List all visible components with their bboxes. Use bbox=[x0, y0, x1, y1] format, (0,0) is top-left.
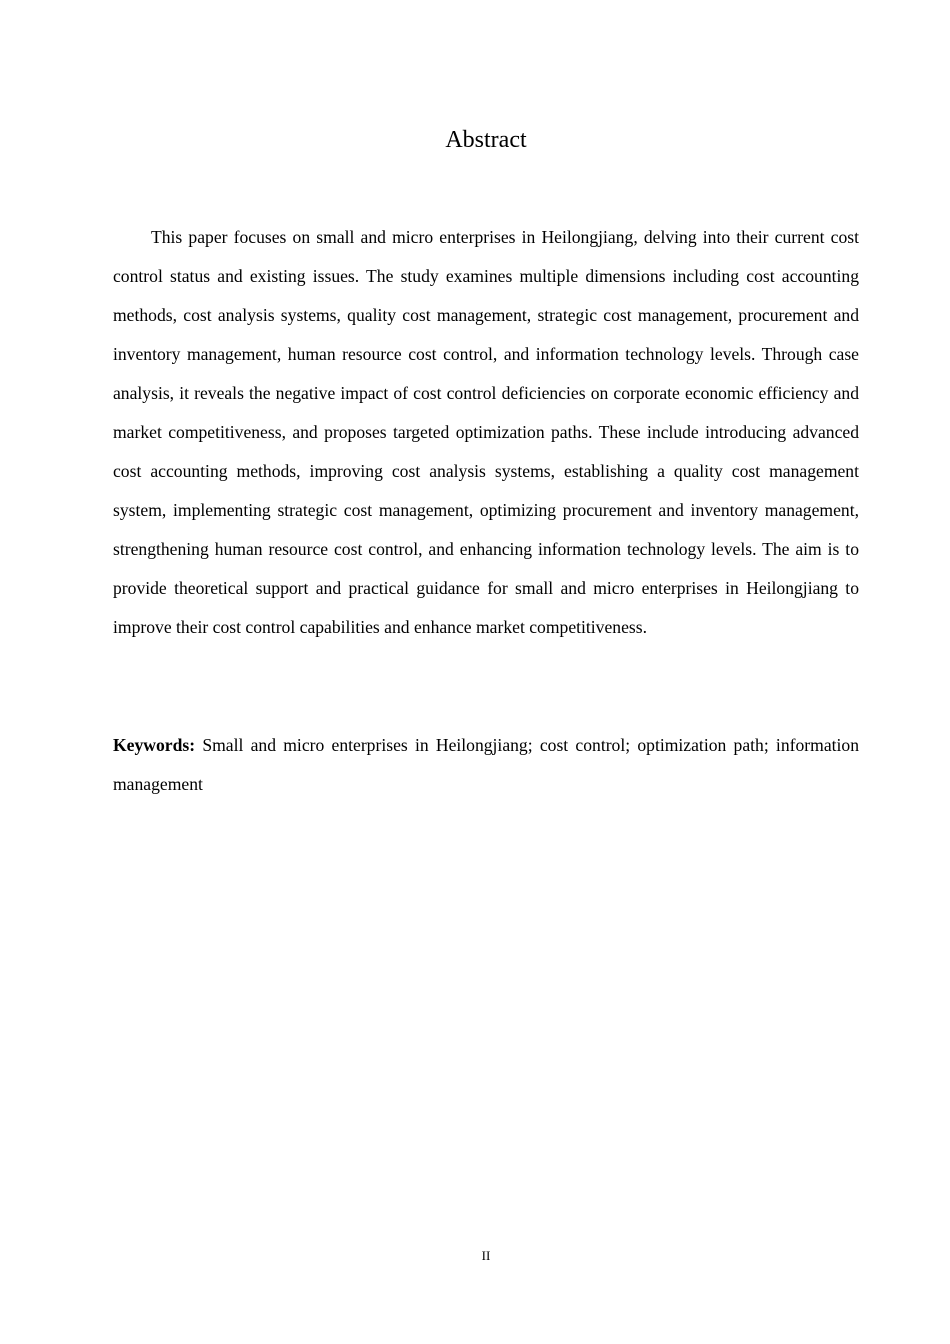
page-number: II bbox=[481, 1248, 491, 1263]
abstract-paragraph: This paper focuses on small and micro enterprises in Heilongjiang, delving into their current cost control status and existing issues. The study examines multiple dimensions including cost accounting methods, cost analysis systems, quality cost management, strategic cost management, procurement and inventory management, human resource cost control, and information technology levels. Through case analysis, it reveals the negative impact of cost control deficiencies on corporate economic efficiency and market competitiveness, and proposes targeted optimization paths. These include introducing advanced cost accounting methods, improving cost analysis systems, establishing a quality cost management system, implementing strategic cost management, optimizing procurement and inventory management, strengthening human resource cost control, and enhancing information technology levels. The aim is to provide theoretical support and practical guidance for small and micro enterprises in Heilongjiang to improve their cost control capabilities and enhance market competitiveness. bbox=[113, 227, 859, 637]
keywords-text: Small and micro enterprises in Heilongjiang; cost control; optimization path; information management bbox=[113, 735, 859, 794]
keywords-section bbox=[113, 726, 859, 804]
page-title: Abstract bbox=[445, 127, 527, 153]
keywords-label: Keywords: bbox=[113, 735, 196, 755]
